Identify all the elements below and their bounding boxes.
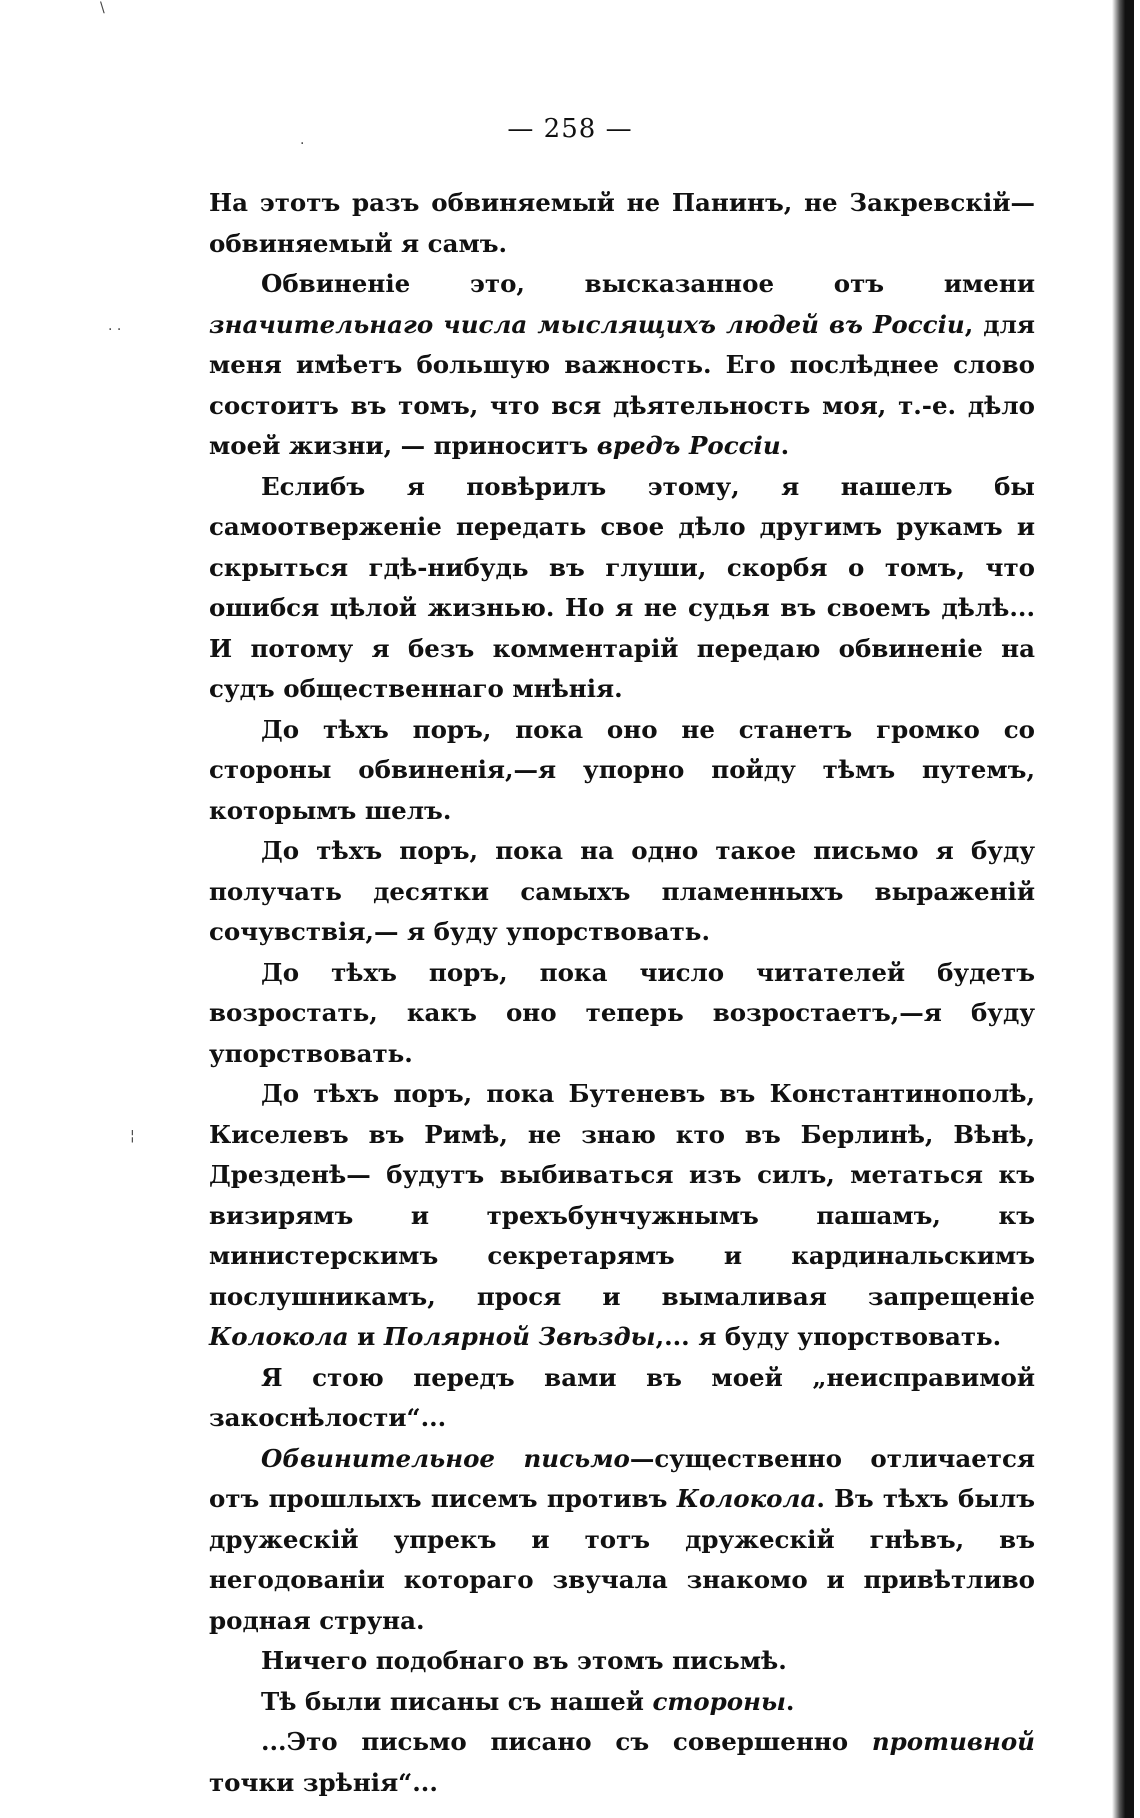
text-run: Я стою передъ вами въ моей „неисправимой закоснѣлости“... xyxy=(209,1362,1035,1432)
text-run: ...Это письмо писано съ совершенно xyxy=(261,1727,872,1756)
paragraph xyxy=(209,264,1035,467)
text-run: ,... я буду упорствовать. xyxy=(655,1322,1002,1351)
italic-phrase: Колокола xyxy=(209,1322,349,1351)
paragraph xyxy=(209,1682,1035,1723)
page-number: — 258 — xyxy=(507,114,633,144)
paragraph xyxy=(209,1358,1035,1439)
paragraph xyxy=(209,953,1035,1075)
text-run: Ничего подобнаго въ этомъ письмѣ. xyxy=(261,1646,787,1675)
italic-phrase: стороны xyxy=(652,1686,786,1716)
paragraph xyxy=(209,467,1035,710)
italic-phrase: Колокола xyxy=(676,1484,817,1513)
paragraph xyxy=(209,1439,1035,1642)
text-run: . Въ тѣхъ былъ дружескій упрекъ и тотъ дружескій гнѣвъ, въ негодованіи котораго звучала знакомо и привѣтливо родная струна. xyxy=(209,1484,1035,1635)
italic-phrase: Обвинительное письмо xyxy=(261,1443,630,1473)
italic-phrase: вредъ Россіи xyxy=(596,431,781,460)
paragraph xyxy=(209,710,1035,832)
paragraph xyxy=(209,1722,1035,1803)
text-run: Обвиненіе это, высказанное отъ имени xyxy=(261,269,1035,298)
text-run: точки зрѣнія“... xyxy=(209,1767,438,1797)
text-run: . xyxy=(785,1686,795,1716)
italic-phrase: значительнаго числа мыслящихъ людей въ Россіи xyxy=(209,309,965,339)
page-binding-edge xyxy=(1112,0,1134,1818)
text-run: и xyxy=(348,1322,384,1351)
body-text xyxy=(209,183,1035,1803)
text-run: На этотъ разъ обвиняемый не Панинъ, не Закревскій— обвиняемый я самъ. xyxy=(209,188,1035,258)
italic-phrase: противной xyxy=(871,1727,1035,1756)
text-run: До тѣхъ поръ, пока число читателей будетъ возростать, какъ оно теперь возростаетъ,—я буду упорствовать. xyxy=(209,957,1035,1068)
paragraph xyxy=(209,183,1035,264)
text-run: . xyxy=(780,431,790,460)
paragraph xyxy=(209,1641,1035,1682)
text-run: Еслибъ я повѣрилъ этому, я нашелъ бы самоотверженіе передать свое дѣло другимъ рукамъ и скрыться гдѣ-нибудь въ глуши, скорбя о томъ, что ошибся цѣлой жизнью. Но я не судья въ своемъ дѣлѣ... И потому я безъ комментарій передаю обвиненіе на судъ общественнаго мнѣнія. xyxy=(209,471,1035,703)
paragraph xyxy=(209,831,1035,953)
paragraph xyxy=(209,1074,1035,1358)
text-run: До тѣхъ поръ, пока на одно такое письмо я буду получать десятки самыхъ пламенныхъ выраженій сочувствія,— я буду упорствовать. xyxy=(209,836,1035,946)
text-run: Тѣ были писаны съ нашей xyxy=(261,1686,653,1716)
italic-phrase: Полярной Звѣзды xyxy=(383,1322,656,1351)
text-run: —существенно отличается отъ прошлыхъ писемъ противъ xyxy=(209,1443,1035,1513)
book-page: \ . . ¦ . — 258 — На этотъ разъ обвиняемый не Панинъ, не Закревскій— обвиняемый я самъ. Обвиненіе это, высказанное отъ имени значительнаго числа мыслящихъ людей въ Россіи, для меня имѣетъ большую важность. Его послѣднее слово состоитъ въ томъ, что вся дѣятельность моя, т.-е. дѣло моей жизни, — приноситъ вредъ Россіи. Еслибъ я повѣрилъ этому, я нашелъ бы самоотверженіе передать свое дѣло другимъ рукамъ и скрыться гдѣ-нибудь въ глуши, скорбя о томъ, что ошибся цѣлой жизнью. Но я не судья въ своемъ дѣлѣ... И потому я безъ комментарій передаю обвиненіе на судъ общественнаго мнѣнія. До тѣхъ поръ, пока оно не станетъ громко со стороны обвиненія,—я упорно пойду тѣмъ путемъ, которымъ шелъ. До тѣхъ поръ, пока на одно такое письмо я буду получать десятки самыхъ пламенныхъ выраженій сочувствія,— я буду упорствовать. До тѣхъ поръ, пока число читателей будетъ возростать, какъ оно теперь возростаетъ,—я буду упорствовать. До тѣхъ поръ, пока Бутеневъ въ Константинополѣ, Киселевъ въ Римѣ, не знаю кто въ Берлинѣ, Вѣнѣ, Дрезденѣ— будутъ выбиваться изъ силъ, метаться къ визирямъ и трехъбунчужнымъ пашамъ, къ министерскимъ секретарямъ и кардинальскимъ послушникамъ, прося и вымаливая запрещеніе Колокола и Полярной Звѣзды,... я буду упорствовать. Я стою передъ вами въ моей „неисправимой закоснѣлости“... Обвинительное письмо—существенно отличается отъ прошлыхъ писемъ противъ Колокола. Въ тѣхъ былъ дружескій упрекъ и тотъ дружескій гнѣвъ, въ негодованіи котораго звучала знакомо и привѣтливо родная струна. Ничего подобнаго въ этомъ письмѣ. Тѣ были писаны съ нашей стороны. ...Это письмо писано съ совершенно противной точки зрѣнія“... xyxy=(0,0,1140,1818)
text-run: До тѣхъ поръ, пока Бутеневъ въ Константинополѣ, Киселевъ въ Римѣ, не знаю кто въ Берлинѣ, Вѣнѣ, Дрезденѣ— будутъ выбиваться изъ силъ, метаться къ визирямъ и трехъбунчужнымъ пашамъ, къ министерскимъ секретарямъ и кардинальскимъ послушникамъ, прося и вымаливая запрещеніе xyxy=(209,1079,1035,1311)
text-run: До тѣхъ поръ, пока оно не станетъ громко со стороны обвиненія,—я упорно пойду тѣмъ путемъ, которымъ шелъ. xyxy=(209,714,1035,825)
text-run: , для меня имѣетъ большую важность. Его послѣднее слово состоитъ въ томъ, что вся дѣятельность моя, т.-е. дѣло моей жизни, — приноситъ xyxy=(209,309,1036,460)
